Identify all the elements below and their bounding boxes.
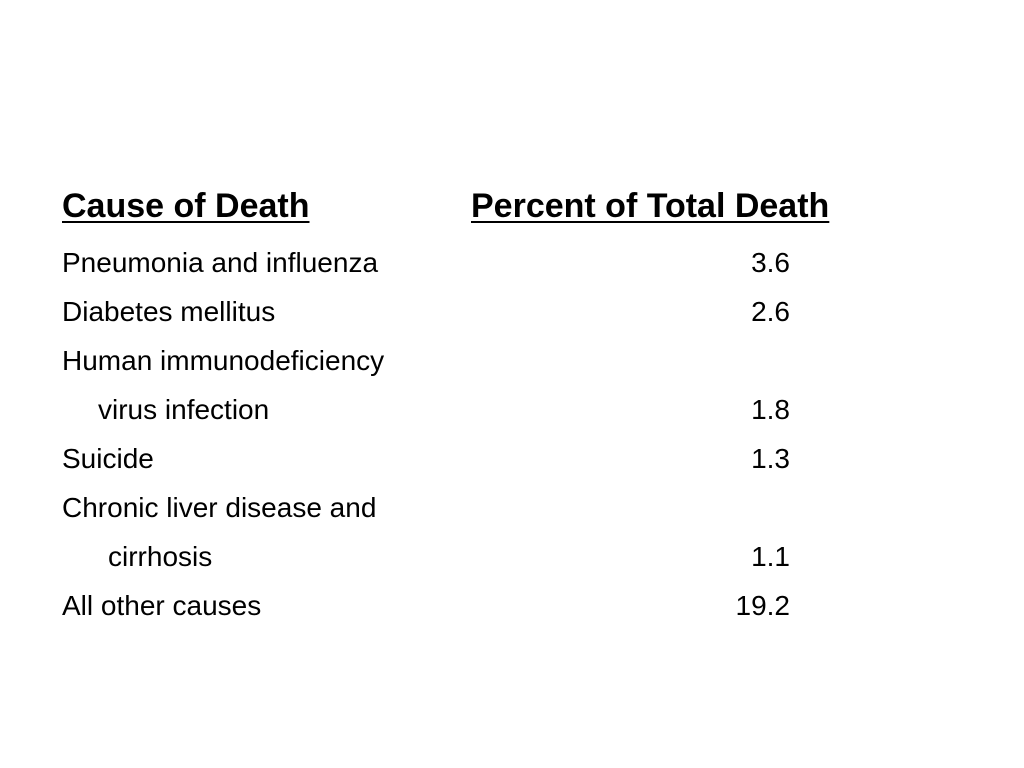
table-row-continuation bbox=[62, 390, 822, 439]
table-row-continuation bbox=[62, 537, 822, 586]
table-row bbox=[62, 292, 822, 341]
cause-label: Chronic liver disease and bbox=[62, 492, 377, 523]
table-row bbox=[62, 586, 822, 635]
table-row bbox=[62, 439, 822, 488]
table-row bbox=[62, 488, 822, 537]
cause-label: Human immunodeficiency bbox=[62, 345, 385, 376]
table-body bbox=[62, 243, 822, 635]
table-header bbox=[62, 187, 962, 237]
cause-of-death-header: Cause of Death bbox=[62, 187, 310, 225]
percent-value: 2.6 bbox=[751, 296, 790, 327]
cause-label: All other causes bbox=[62, 590, 262, 621]
table-row bbox=[62, 341, 822, 390]
percent-of-total-death-header: Percent of Total Death bbox=[471, 187, 830, 225]
table-row bbox=[62, 243, 822, 292]
cause-label-continuation: virus infection bbox=[98, 394, 270, 425]
cause-label: Pneumonia and influenza bbox=[62, 247, 379, 278]
cause-label: Suicide bbox=[62, 443, 154, 474]
percent-value: 19.2 bbox=[735, 590, 790, 621]
percent-value: 1.3 bbox=[751, 443, 790, 474]
cause-label: Diabetes mellitus bbox=[62, 296, 276, 327]
percent-value: 1.8 bbox=[751, 394, 790, 425]
cause-label-continuation: cirrhosis bbox=[108, 541, 213, 572]
percent-value: 1.1 bbox=[751, 541, 790, 572]
percent-value: 3.6 bbox=[751, 247, 790, 278]
